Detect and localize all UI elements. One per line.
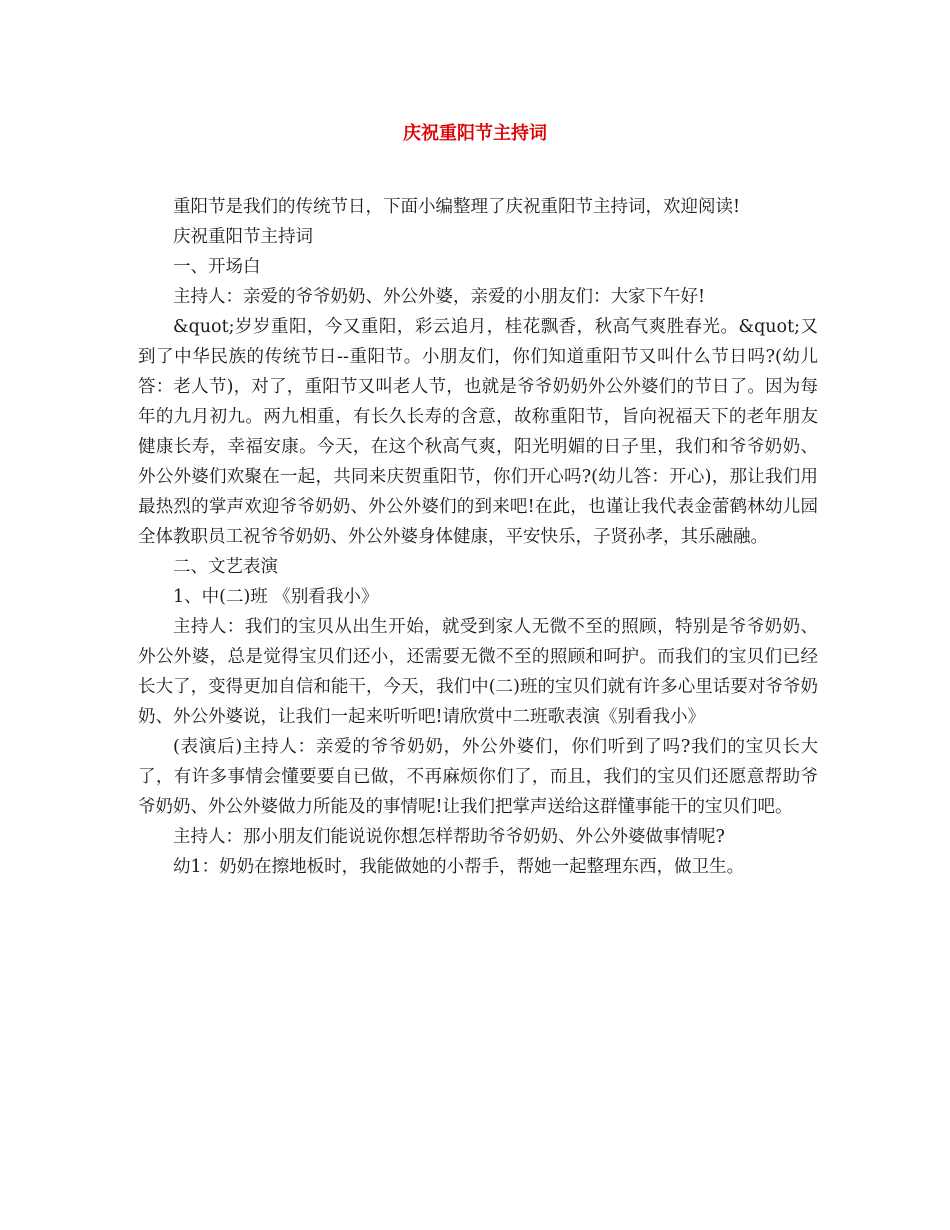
paragraph-opening-speech: &quot;岁岁重阳，今又重阳，彩云追月，桂花飘香，秋高气爽胜春光。&quot;又到了中华民族的传统节日--重阳节。小朋友们，你们知道重阳节又叫什么节日吗?(幼儿答：老人节)，对了，重阳节又叫老人节，也就是爷爷奶奶外公外婆们的节日了。因为每年的九月初九。两九相重，有长久长寿的含意，故称重阳节，旨向祝福天下的老年朋友健康长寿，幸福安康。今天，在这个秋高气爽，阳光明媚的日子里，我们和爷爷奶奶、外公外婆们欢聚在一起，共同来庆贺重阳节，你们开心吗?(幼儿答：开心)，那让我们用最热烈的掌声欢迎爷爷奶奶、外公外婆们的到来吧!在此，也谨让我代表金蕾鹤林幼儿园全体教职员工祝爷爷奶奶、外公外婆身体健康，平安快乐，子贤孙孝，其乐融融。 [138, 317, 818, 547]
program-item-1: 1、中(二)班 《别看我小》 [173, 587, 379, 607]
section-heading-performance: 二、文艺表演 [173, 557, 278, 577]
paragraph-host-intro-program: 主持人：我们的宝贝从出生开始，就受到家人无微不至的照顾，特别是爷爷奶奶、外公外婆，总是觉得宝贝们还小，还需要无微不至的照顾和呵护。而我们的宝贝们已经长大了，变得更加自信和能干，今天，我们中(二)班的宝贝们就有许多心里话要对爷爷奶奶、外公外婆说，让我们一起来听听吧!请欣赏中二班歌表演《别看我小》 [138, 617, 818, 727]
paragraph-host-greeting: 主持人：亲爱的爷爷奶奶、外公外婆，亲爱的小朋友们：大家下午好! [173, 287, 706, 307]
paragraph-intro: 重阳节是我们的传统节日，下面小编整理了庆祝重阳节主持词，欢迎阅读! [173, 197, 741, 217]
paragraph-after-performance: (表演后)主持人：亲爱的爷爷奶奶，外公外婆们，你们听到了吗?我们的宝贝长大了，有许多事情会懂要要自已做，不再麻烦你们了，而且，我们的宝贝们还愿意帮助爷爷奶奶、外公外婆做力所能及的事情呢!让我们把掌声送给这群懂事能干的宝贝们吧。 [138, 737, 818, 817]
paragraph-child-answer-1: 幼1：奶奶在擦地板时，我能做她的小帮手，帮她一起整理东西，做卫生。 [173, 857, 745, 877]
paragraph-host-question: 主持人：那小朋友们能说说你想怎样帮助爷爷奶奶、外公外婆做事情呢? [173, 827, 725, 847]
document-body [138, 192, 818, 882]
section-heading-opening: 一、开场白 [173, 257, 261, 277]
document-title: 庆祝重阳节主持词 [403, 123, 547, 144]
paragraph-subtitle: 庆祝重阳节主持词 [173, 227, 313, 247]
